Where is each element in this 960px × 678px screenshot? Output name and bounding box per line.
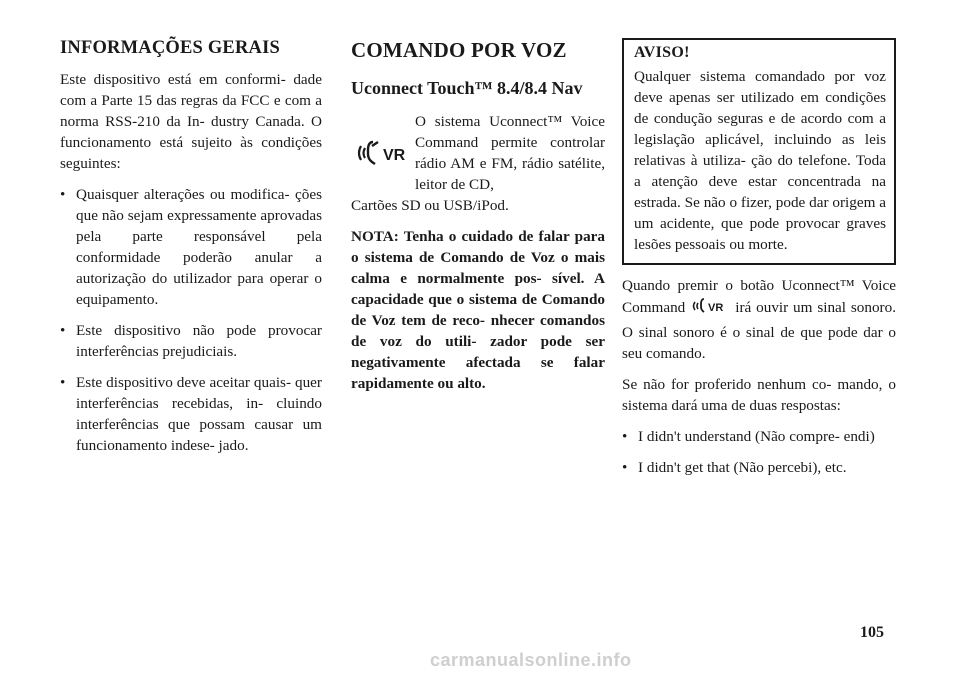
vr-intro-text: O sistema Uconnect™ Voice Command permite controlar rádio AM e FM, rádio satélite, leitor de CD, [415, 113, 605, 193]
bullet-icon: • [622, 428, 628, 445]
voice-command-paragraph: Quando premir o botão Uconnect™ Voice Command VR irá ouvir um sinal sonoro. O sinal sonoro é o sinal de que pode dar o seu comando. [622, 277, 896, 362]
right-column [622, 38, 896, 488]
watermark: carmanualsonline.info [430, 650, 632, 670]
bullet-icon: • [622, 459, 628, 476]
bullet-icon: • [60, 186, 66, 203]
list-item: • Este dispositivo deve aceitar quais- quer interferências recebidas, in- cluindo interferências que possam causar um funcionamento indese- jado. [60, 374, 322, 454]
page-number: 105 [860, 624, 884, 641]
subheading-uconnect: Uconnect Touch™ 8.4/8.4 Nav [351, 78, 583, 98]
list-item: • I didn't get that (Não percebi), etc. [622, 459, 847, 476]
general-info-intro: Este dispositivo está em conformi- dade com a Parte 15 das regras da FCC e com a norma RSS-210 da In- dustry Canada. O funcionamento está sujeito às condições seguintes: [60, 71, 322, 172]
warning-title: AVISO! [634, 44, 690, 61]
list-item: • Quaisquer alterações ou modifica- ções que não sejam expressamente aprovadas pela parte responsável pela conformidade poderão anular a autorização do utilizador para operar o equipamento. [60, 186, 322, 308]
svg-text:VR: VR [383, 147, 406, 164]
vr-intro-continuation: Cartões SD ou USB/iPod. [351, 197, 509, 214]
voice-recognition-icon [691, 296, 731, 322]
section-heading-voice-command: COMANDO POR VOZ [351, 38, 567, 62]
middle-column [351, 38, 605, 394]
bullet-icon: • [60, 374, 66, 391]
list-item: • Este dispositivo não pode provocar interferências prejudiciais. [60, 322, 322, 360]
svg-text:VR: VR [708, 302, 724, 314]
bullet-icon: • [60, 322, 66, 339]
responses-list [622, 426, 896, 478]
warning-text: Qualquer sistema comandado por voz deve apenas ser utilizado em condições de condução seguras e de acordo com a legislação aplicável, incluindo as leis relativas à utiliza- ção do telefone. Toda a atenção deve estar concentrada na estrada. Se não o fizer, pode dar origem a um acidente, que pode provocar graves lesões pessoais ou morte. [634, 68, 886, 253]
warning-box [622, 38, 896, 265]
section-heading-general-info: INFORMAÇÕES GERAIS [60, 38, 280, 58]
note-paragraph: NOTA: Tenha o cuidado de falar para o sistema de Comando de Voz o mais calma e normalmente pos- sível. A capacidade que o sistema de Comando de Voz tem de reco- nhecer comandos de voz do utili- zador pode ser negativamente afectada se falar rapidamente ou alto. [351, 228, 605, 392]
left-column [60, 38, 322, 466]
no-command-paragraph: Se não for proferido nenhum co- mando, o sistema dará uma de duas respostas: [622, 376, 896, 414]
vr-intro-block [351, 111, 605, 195]
list-item: • I didn't understand (Não compre- endi) [622, 428, 875, 445]
voice-recognition-icon [351, 111, 415, 195]
general-info-list [60, 184, 322, 456]
